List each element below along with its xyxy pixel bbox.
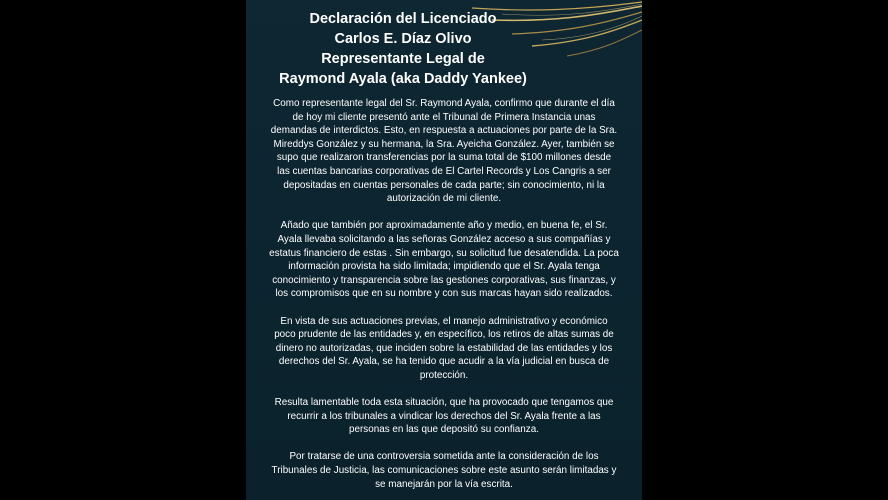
text-line: de hoy mi cliente presentó ante el Tribunal de Primera Instancia unas [292,111,596,123]
text-line: las cuentas bancarias corporativas de El Cartel Records y Los Cangris a ser [277,165,611,177]
text-line: demandas de interdictos. Esto, en respuesta a actuaciones por parte de la Sra. [270,125,618,137]
paragraph-2 [246,219,642,301]
text-line: depositadas en cuentas personales de cada parte; sin conocimiento, ni la [283,179,605,191]
text-line: estatus financiero de estas . Sin embargo, su solicitud fue desatendida. La poca [269,247,619,259]
text-line: personas en las que depositó su confianza. [349,424,539,436]
text-line: supo que realizaron transferencias por la suma total de $100 millones desde [276,152,612,164]
text-line: información provista ha sido limitada; impidiendo que el Sr. Ayala tenga [288,261,600,273]
text-line: se manejarán por la vía escrita. [375,478,513,490]
paragraph-5 [246,450,642,491]
title-line: Declaración del Licenciado [309,11,497,27]
document-title [246,9,560,89]
text-line: Mireddys González y su hermana, la Sra. Ayeicha González. Ayer, también se [273,138,615,150]
text-line: Añado que también por aproximadamente año y medio, en buena fe, el Sr. [280,220,608,232]
paragraph-3 [246,315,642,383]
text-line: Por tratarse de una controversia sometida ante la consideración de los [289,451,599,463]
statement-document [246,0,642,500]
paragraph-4 [246,396,642,437]
title-line: Carlos E. Díaz Olivo [334,31,472,47]
title-line: Representante Legal de [321,51,485,67]
text-line: dinero no autorizadas, que inciden sobre la estabilidad de las entidades y los [275,342,613,354]
text-line: los compromisos que en su nombre y con sus marcas hayan sido realizados. [275,288,613,300]
title-line: Raymond Ayala (aka Daddy Yankee) [279,71,527,87]
text-line: recurrir a los tribunales a vindicar los derechos del Sr. Ayala frente a las [287,410,601,422]
text-line: protección. [419,369,469,381]
paragraph-1 [246,97,642,206]
document-body [246,97,642,500]
text-line: Como representante legal del Sr. Raymond Ayala, confirmo que durante el día [273,98,615,109]
text-line: Ayala llevaba solicitando a las señoras González acceso a sus compañías y [277,233,611,245]
text-line: autorización de mi cliente. [386,193,502,205]
text-line: poco prudente de las entidades y, en específico, los retiros de altas sumas de [274,329,614,341]
text-line: conocimiento y transparencia sobre las gestiones corporativas, sus finanzas, y [272,274,616,286]
text-line: En vista de sus actuaciones previas, el manejo administrativo y económico [280,315,608,327]
text-line: derechos del Sr. Ayala, se ha tenido que acudir a la vía judicial en busca de [278,356,610,368]
text-line: Tribunales de Justicia, las comunicaciones sobre este asunto serán limitadas y [271,465,617,477]
text-line: Resulta lamentable toda esta situación, que ha provocado que tengamos que [274,397,614,409]
